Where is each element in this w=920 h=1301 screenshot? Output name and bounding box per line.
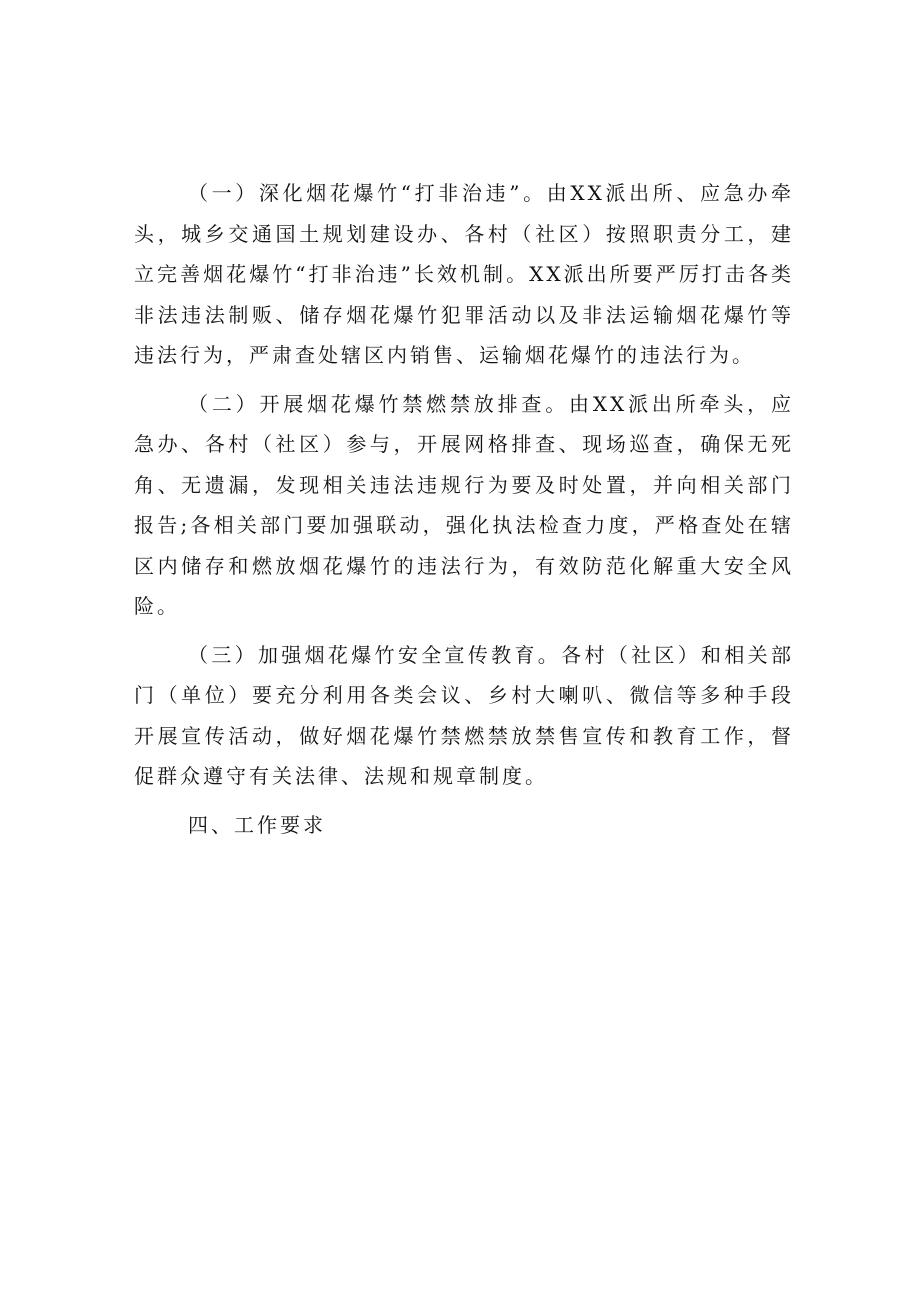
- document-body: [134, 173, 794, 845]
- section-heading-work-requirements: 四、工作要求: [188, 812, 326, 837]
- paragraph-publicity-education: （三）加强烟花爆竹安全宣传教育。各村（社区）和相关部门（单位）要充分利用各类会议、乡村大喇叭、微信等多种手段开展宣传活动，做好烟花爆竹禁燃禁放禁售宣传和教育工作，督促群众遵守有关法律、法规和规章制度。: [134, 642, 794, 788]
- paragraph-crackdown-illegal: （一）深化烟花爆竹“打非治违”。由XX派出所、应急办牵头，城乡交通国土规划建设办、各村（社区）按照职责分工，建立完善烟花爆竹“打非治违”长效机制。XX派出所要严厉打击各类非法违法制贩、储存烟花爆竹犯罪活动以及非法运输烟花爆竹等违法行为，严肃查处辖区内销售、运输烟花爆竹的违法行为。: [134, 181, 794, 367]
- paragraph-inspection: （二）开展烟花爆竹禁燃禁放排查。由XX派出所牵头，应急办、各村（社区）参与，开展网格排查、现场巡查，确保无死角、无遗漏，发现相关违法违规行为要及时处置，并向相关部门报告;各相关部门要加强联动，强化执法检查力度，严格查处在辖区内储存和燃放烟花爆竹的违法行为，有效防范化解重大安全风险。: [134, 391, 794, 618]
